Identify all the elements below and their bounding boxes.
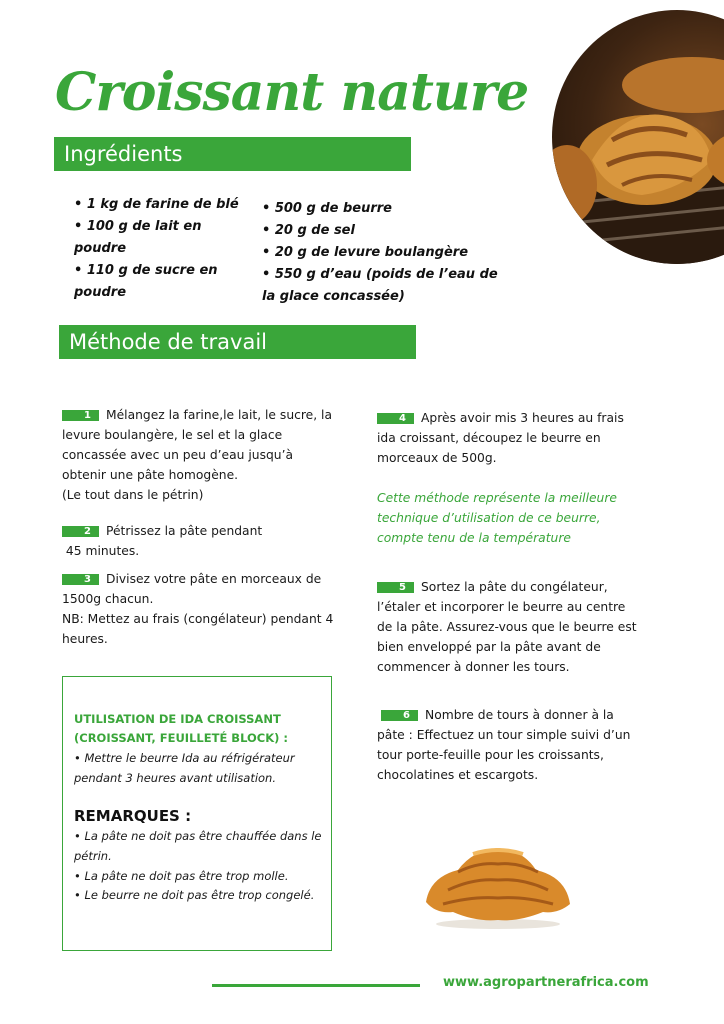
step-number: 4 — [377, 413, 414, 424]
step-number: 2 — [62, 526, 99, 537]
step-extra: 45 minutes. — [62, 544, 140, 558]
step-extra: (Le tout dans le pétrin) — [62, 488, 204, 502]
footer-divider — [212, 984, 420, 987]
croissant-tray-photo — [552, 10, 724, 264]
step-number: 6 — [381, 710, 418, 721]
remark-item: • La pâte ne doit pas être trop molle. — [74, 869, 289, 883]
ingredients-list-1 — [74, 194, 239, 304]
step-number: 1 — [62, 410, 99, 421]
ingredient-item: • 500 g de beurre — [262, 198, 502, 220]
step-text: Pétrissez la pâte pendant — [106, 524, 263, 538]
footer-url[interactable]: www.agropartnerafrica.com — [443, 975, 649, 990]
step-1 — [62, 405, 337, 505]
step-6 — [377, 705, 642, 785]
ingredient-item: • 550 g d’eau (poids de l’eau de la glace concassée) — [262, 264, 502, 308]
step-number: 3 — [62, 574, 99, 585]
ingredients-list-2 — [262, 198, 502, 308]
croissant-illustration — [418, 842, 578, 932]
ingredient-item: • 100 g de lait en poudre — [74, 216, 239, 260]
step-extra: NB: Mettez au frais (congélateur) pendant 4 heures. — [62, 612, 334, 646]
step-text: Sortez la pâte du congélateur, l’étaler et incorporer le beurre au centre de la pâte. Assurez-vous que le beurre est bien enveloppé par la pâte avant de commencer à donner les tours. — [377, 580, 637, 674]
step-text: Mélangez la farine,le lait, le sucre, la levure boulangère, le sel et la glace concassée avec un peu d’eau jusqu’à obtenir une pâte homogène. — [62, 408, 332, 482]
ingredients-heading: Ingrédients — [54, 137, 411, 171]
step-text: Après avoir mis 3 heures au frais ida croissant, découpez le beurre en morceaux de 500g. — [377, 411, 624, 465]
step-2 — [62, 521, 337, 561]
step-5 — [377, 577, 642, 677]
step-number: 5 — [377, 582, 414, 593]
remark-item: • La pâte ne doit pas être chauffée dans le pétrin. — [74, 829, 322, 863]
remarks-heading: REMARQUES : — [74, 807, 192, 825]
step-text: Nombre de tours à donner à la pâte : Effectuez un tour simple suivi d’un tour porte-feuille pour les croissants, chocolatines et escargots. — [377, 708, 631, 782]
step-text: Divisez votre pâte en morceaux de 1500g chacun. — [62, 572, 322, 606]
step-4 — [377, 408, 642, 468]
usage-box — [62, 676, 332, 951]
method-note: Cette méthode représente la meilleure technique d’utilisation de ce beurre, compte tenu de la température — [377, 491, 617, 545]
remark-item: • Le beurre ne doit pas être trop congelé. — [74, 888, 315, 902]
page-title: Croissant nature — [55, 62, 529, 123]
ingredient-item: • 20 g de levure boulangère — [262, 242, 502, 264]
step-3 — [62, 569, 337, 649]
usage-heading: UTILISATION DE IDA CROISSANT (CROISSANT, FEUILLETÉ BLOCK) : — [74, 712, 288, 745]
ingredient-item: • 20 g de sel — [262, 220, 502, 242]
usage-text: • Mettre le beurre Ida au réfrigérateur pendant 3 heures avant utilisation. — [74, 751, 295, 785]
method-heading: Méthode de travail — [59, 325, 416, 359]
ingredient-item: • 1 kg de farine de blé — [74, 194, 239, 216]
ingredient-item: • 110 g de sucre en poudre — [74, 260, 239, 304]
